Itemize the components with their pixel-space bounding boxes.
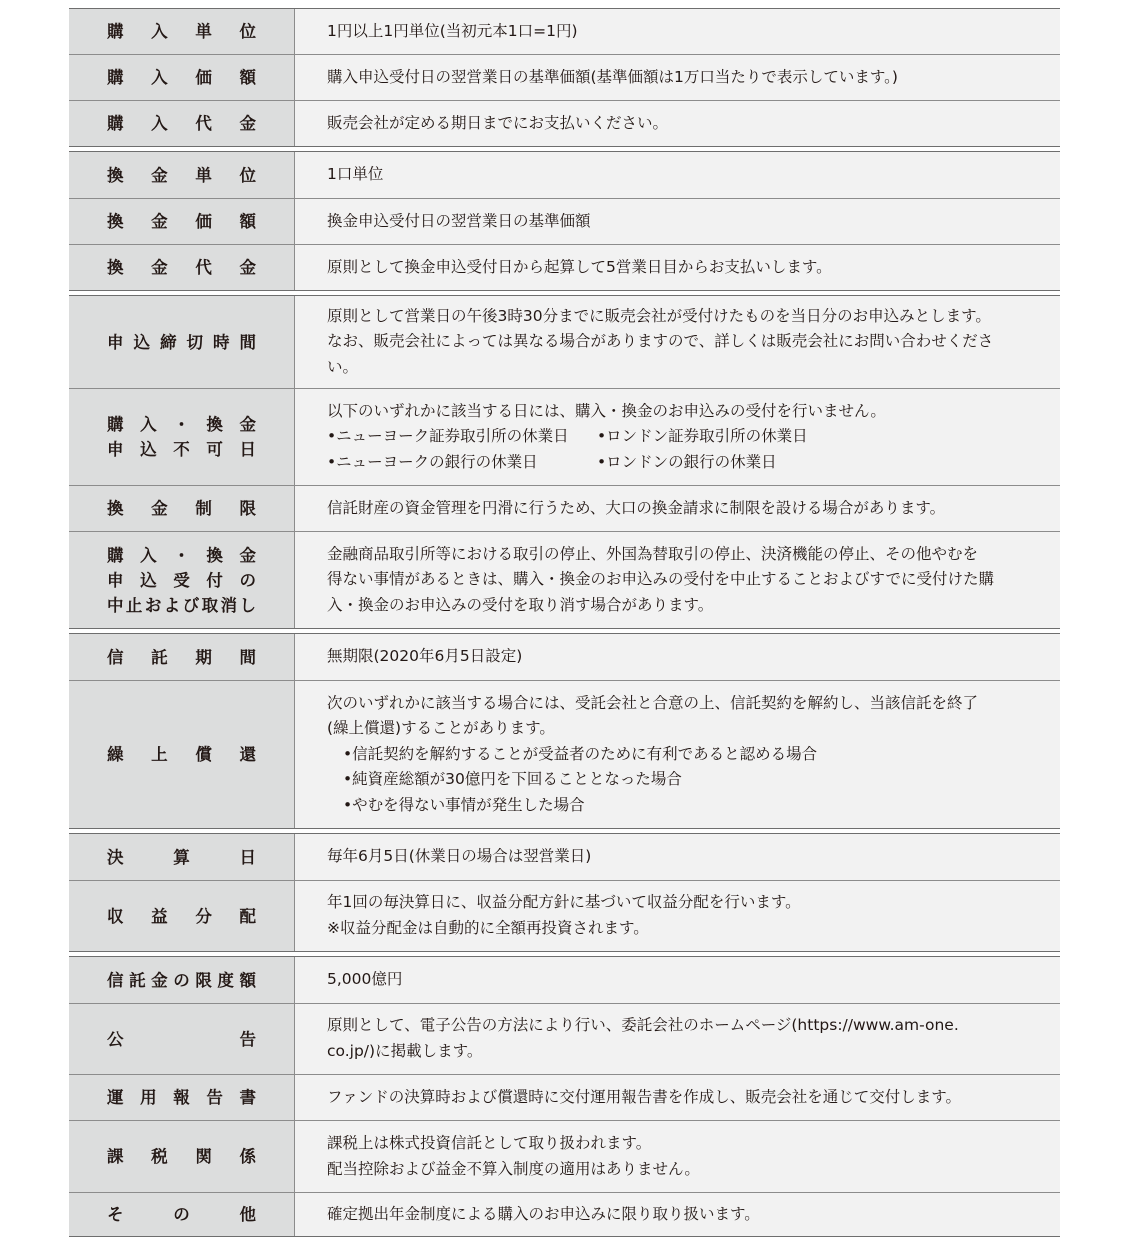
condition-item: •純資産総額が30億円を下回ることとなった場合 bbox=[343, 770, 682, 789]
label-char: の bbox=[173, 970, 190, 990]
label-char: 購 bbox=[107, 68, 124, 87]
row-label-line bbox=[107, 543, 256, 568]
row-label-line bbox=[107, 255, 256, 280]
row-label bbox=[69, 634, 295, 680]
row-label bbox=[69, 389, 295, 485]
row-value bbox=[295, 245, 1060, 290]
label-char: 価 bbox=[195, 212, 212, 231]
row-label bbox=[69, 296, 295, 388]
row-value-line: ファンドの決算時および償還時に交付運用報告書を作成し、販売会社を通じて交付します。 bbox=[327, 1087, 961, 1106]
row-value-line: 毎年6月5日(休業日の場合は翌営業日) bbox=[327, 847, 592, 866]
table-row bbox=[69, 198, 1060, 244]
row-label bbox=[69, 1121, 295, 1192]
label-char: 税 bbox=[151, 1147, 168, 1166]
row-label-line bbox=[107, 19, 256, 44]
table-section bbox=[69, 151, 1060, 291]
row-value bbox=[295, 1121, 1060, 1192]
label-char: 換 bbox=[107, 499, 124, 518]
label-char: ・ bbox=[173, 545, 190, 565]
row-value-line: ※収益分配金は自動的に全額再投資されます。 bbox=[327, 919, 649, 937]
row-value bbox=[295, 532, 1060, 628]
row-value-line: 入・換金のお申込みの受付を取り消す場合があります。 bbox=[327, 595, 714, 614]
row-value-line: 5,000億円 bbox=[327, 970, 403, 989]
table-row bbox=[69, 152, 1060, 198]
row-value bbox=[295, 1075, 1060, 1120]
row-value bbox=[295, 1193, 1060, 1236]
label-char: 運 bbox=[107, 1088, 124, 1107]
label-char: 報 bbox=[173, 1088, 190, 1107]
row-value-line: 1口単位 bbox=[327, 165, 384, 184]
label-char: 購 bbox=[107, 22, 124, 41]
row-label-line bbox=[107, 968, 256, 993]
label-char: 公 bbox=[107, 1029, 124, 1049]
table-section bbox=[69, 956, 1060, 1237]
label-char: 益 bbox=[151, 906, 168, 926]
label-char: 込 bbox=[140, 570, 157, 590]
row-label bbox=[69, 1004, 295, 1074]
row-value-line: い。 bbox=[327, 357, 359, 376]
table-section bbox=[69, 633, 1060, 829]
label-char: 込 bbox=[140, 440, 157, 459]
label-char: 換 bbox=[107, 212, 124, 231]
row-label bbox=[69, 1193, 295, 1236]
row-label-line bbox=[107, 1144, 256, 1169]
label-char: 償 bbox=[195, 745, 212, 764]
label-char: 換 bbox=[107, 258, 124, 277]
label-char: 上 bbox=[151, 745, 168, 764]
label-char: 入 bbox=[151, 68, 168, 87]
label-char: 託 bbox=[129, 970, 146, 990]
label-char: 入 bbox=[140, 545, 157, 565]
label-char: 日 bbox=[239, 847, 256, 867]
label-char: 申 bbox=[107, 332, 124, 352]
label-char: 額 bbox=[239, 68, 256, 87]
row-label-line bbox=[107, 593, 256, 618]
label-char: 換 bbox=[206, 415, 223, 434]
row-value bbox=[295, 55, 1060, 100]
row-value-line: 金融商品取引所等における取引の停止、外国為替取引の停止、決済機能の停止、その他やむを bbox=[327, 544, 979, 563]
holiday-item: •ロンドン証券取引所の休業日 bbox=[597, 427, 808, 446]
row-label bbox=[69, 881, 295, 951]
row-value bbox=[295, 1004, 1060, 1074]
row-value-line: (繰上償還)することがあります。 bbox=[327, 719, 555, 738]
label-char: 収 bbox=[107, 906, 124, 926]
row-value-line: 無期限(2020年6月5日設定) bbox=[327, 647, 523, 666]
label-char: 金 bbox=[151, 165, 168, 185]
label-char: 申 bbox=[107, 570, 124, 590]
row-label bbox=[69, 9, 295, 54]
label-char: 還 bbox=[239, 745, 256, 764]
bullet-row bbox=[327, 450, 1040, 476]
label-char: 他 bbox=[239, 1205, 256, 1224]
label-char: 告 bbox=[239, 1029, 256, 1049]
label-char: 代 bbox=[195, 258, 212, 277]
row-label-line bbox=[107, 845, 256, 870]
row-value-line: 購入申込受付日の翌営業日の基準価額(基準価額は1万口当たりで表示しています。) bbox=[327, 67, 898, 86]
label-char: ・ bbox=[173, 415, 190, 434]
table-section bbox=[69, 8, 1060, 147]
condition-item: •やむを得ない事情が発生した場合 bbox=[343, 795, 585, 814]
row-value bbox=[295, 199, 1060, 244]
label-char: 切 bbox=[186, 332, 203, 352]
row-value-line: 次のいずれかに該当する場合には、受託会社と合意の上、信託契約を解約し、当該信託を終了 bbox=[327, 693, 979, 712]
label-char: 入 bbox=[151, 114, 168, 133]
row-label-line bbox=[107, 742, 256, 767]
table-row bbox=[69, 834, 1060, 880]
row-value bbox=[295, 681, 1060, 828]
row-value bbox=[295, 101, 1060, 146]
row-value-line: なお、販売会社によっては異なる場合がありますので、詳しくは販売会社にお問い合わせくださ bbox=[327, 332, 994, 351]
label-char: 時 bbox=[213, 332, 230, 352]
row-label bbox=[69, 957, 295, 1003]
label-char: 告 bbox=[206, 1088, 223, 1107]
label-char: 金 bbox=[239, 258, 256, 277]
table-row bbox=[69, 957, 1060, 1003]
label-char: 信 bbox=[107, 647, 124, 667]
row-value bbox=[295, 834, 1060, 880]
label-char: 配 bbox=[239, 906, 256, 926]
label-char: 位 bbox=[239, 165, 256, 185]
row-value-line: 課税上は株式投資信託として取り扱われます。 bbox=[327, 1133, 652, 1152]
row-label-line bbox=[107, 209, 256, 234]
table-row bbox=[69, 1074, 1060, 1120]
row-label-line bbox=[107, 645, 256, 670]
row-value-line: 配当控除および益金不算入制度の適用はありません。 bbox=[327, 1159, 700, 1178]
label-char: 信 bbox=[107, 970, 124, 990]
label-char: 日 bbox=[239, 440, 256, 459]
row-value bbox=[295, 957, 1060, 1003]
label-char: 購 bbox=[107, 114, 124, 133]
table-row bbox=[69, 1120, 1060, 1192]
label-char: 期 bbox=[195, 647, 212, 667]
label-char: 制 bbox=[195, 499, 212, 518]
label-char: 算 bbox=[173, 847, 190, 867]
holiday-item: •ロンドンの銀行の休業日 bbox=[597, 452, 777, 471]
label-char: 消 bbox=[220, 595, 238, 615]
row-label bbox=[69, 486, 295, 531]
table-section bbox=[69, 833, 1060, 952]
table-row bbox=[69, 485, 1060, 531]
bullet-row bbox=[327, 424, 1040, 450]
label-char: 入 bbox=[151, 22, 168, 41]
label-char: 金 bbox=[151, 258, 168, 277]
label-char: 間 bbox=[239, 647, 256, 667]
label-char: 購 bbox=[107, 545, 124, 565]
label-char: 入 bbox=[140, 415, 157, 434]
label-char: 分 bbox=[195, 906, 212, 926]
row-label-line bbox=[107, 496, 256, 521]
label-char: 度 bbox=[217, 970, 234, 990]
label-char: 付 bbox=[206, 570, 223, 590]
row-value-line: 換金申込受付日の翌営業日の基準価額 bbox=[327, 211, 591, 230]
label-char: 位 bbox=[239, 22, 256, 41]
row-label bbox=[69, 245, 295, 290]
label-char: の bbox=[173, 1205, 190, 1224]
label-char: 込 bbox=[133, 332, 150, 352]
label-char: 締 bbox=[160, 332, 177, 352]
label-char: 額 bbox=[239, 212, 256, 231]
row-label-line bbox=[107, 111, 256, 136]
row-label bbox=[69, 101, 295, 146]
label-char: 金 bbox=[151, 499, 168, 518]
row-value-line: 以下のいずれかに該当する日には、購入・換金のお申込みの受付を行いません。 bbox=[327, 401, 886, 420]
row-label-line bbox=[107, 1027, 256, 1052]
row-label-line bbox=[107, 904, 256, 929]
label-char: 代 bbox=[195, 114, 212, 133]
holiday-item: •ニューヨーク証券取引所の休業日 bbox=[327, 427, 569, 446]
row-label bbox=[69, 681, 295, 828]
row-value-line: 1円以上1円単位(当初元本1口=1円) bbox=[327, 21, 578, 40]
table-row bbox=[69, 54, 1060, 100]
label-char: 可 bbox=[206, 440, 223, 459]
label-char: 課 bbox=[107, 1147, 124, 1166]
label-char: 換 bbox=[206, 545, 223, 565]
label-char: 金 bbox=[239, 415, 256, 434]
label-char: 中 bbox=[107, 595, 124, 615]
row-label bbox=[69, 199, 295, 244]
row-label-line bbox=[107, 1202, 256, 1227]
row-value-line: 信託財産の資金管理を円滑に行うため、大口の換金請求に制限を設ける場合があります。 bbox=[327, 498, 946, 517]
row-value bbox=[295, 881, 1060, 951]
label-char: 取 bbox=[201, 595, 219, 615]
label-char: 係 bbox=[239, 1147, 256, 1166]
label-char: 止 bbox=[125, 595, 143, 615]
row-value-line: 販売会社が定める期日までにお支払いください。 bbox=[327, 113, 669, 132]
row-value-line: 原則として、電子公告の方法により行い、委託会社のホームページ(https://www.am-one. bbox=[327, 1016, 959, 1035]
label-char: 用 bbox=[140, 1088, 157, 1107]
row-value bbox=[295, 486, 1060, 531]
label-char: 金 bbox=[151, 212, 168, 231]
label-char: 書 bbox=[239, 1088, 256, 1107]
row-label-line bbox=[107, 65, 256, 90]
label-char: 間 bbox=[239, 332, 256, 352]
label-char: 金 bbox=[239, 114, 256, 133]
fund-terms-table bbox=[69, 8, 1060, 1237]
label-char: び bbox=[182, 595, 200, 615]
label-char: よ bbox=[163, 595, 181, 615]
label-char: 決 bbox=[107, 847, 124, 867]
label-char: 金 bbox=[239, 545, 256, 565]
label-char: 換 bbox=[107, 165, 124, 185]
label-char: 繰 bbox=[107, 745, 124, 764]
row-value-line: 原則として営業日の午後3時30分までに販売会社が受付けたものを当日分のお申込みとします。 bbox=[327, 306, 991, 325]
label-char: の bbox=[239, 570, 256, 590]
label-char: 金 bbox=[151, 970, 168, 990]
row-value-line: 年1回の毎決算日に、収益分配方針に基づいて収益分配を行います。 bbox=[327, 893, 801, 912]
row-label bbox=[69, 834, 295, 880]
row-label-line bbox=[107, 437, 256, 462]
label-char: 申 bbox=[107, 440, 124, 459]
table-section bbox=[69, 295, 1060, 629]
label-char: 限 bbox=[239, 499, 256, 518]
label-char: 購 bbox=[107, 415, 124, 434]
label-char: 額 bbox=[239, 970, 256, 990]
holiday-item: •ニューヨークの銀行の休業日 bbox=[327, 452, 538, 471]
row-label bbox=[69, 532, 295, 628]
row-value bbox=[295, 152, 1060, 198]
row-label bbox=[69, 152, 295, 198]
label-char: 関 bbox=[195, 1147, 212, 1166]
row-value bbox=[295, 9, 1060, 54]
label-char: 単 bbox=[195, 22, 212, 41]
label-char: 託 bbox=[151, 647, 168, 667]
label-char: 単 bbox=[195, 165, 212, 185]
row-label-line bbox=[107, 163, 256, 188]
table-row bbox=[69, 296, 1060, 388]
row-label-line bbox=[107, 568, 256, 593]
row-value-line: 確定拠出年金制度による購入のお申込みに限り取り扱います。 bbox=[327, 1204, 760, 1223]
row-label-line bbox=[107, 1085, 256, 1110]
row-value-line: co.jp/)に掲載します。 bbox=[327, 1042, 483, 1060]
row-value bbox=[295, 296, 1060, 388]
table-row bbox=[69, 880, 1060, 951]
row-value-line: 原則として換金申込受付日から起算して5営業日目からお支払いします。 bbox=[327, 257, 832, 276]
condition-item: •信託契約を解約することが受益者のために有利であると認める場合 bbox=[343, 744, 818, 763]
row-label bbox=[69, 1075, 295, 1120]
label-char: お bbox=[144, 595, 162, 615]
table-row bbox=[69, 100, 1060, 146]
label-char: 限 bbox=[195, 970, 212, 990]
label-char: 受 bbox=[173, 570, 190, 590]
label-char: し bbox=[239, 595, 256, 615]
table-row bbox=[69, 1192, 1060, 1236]
row-label bbox=[69, 55, 295, 100]
row-value bbox=[295, 389, 1060, 485]
table-row bbox=[69, 388, 1060, 485]
table-row bbox=[69, 680, 1060, 828]
label-char: 価 bbox=[195, 68, 212, 87]
row-value-line: 得ない事情があるときは、購入・換金のお申込みの受付を中止することおよびすでに受付けた購 bbox=[327, 570, 994, 589]
table-row bbox=[69, 634, 1060, 680]
row-label-line bbox=[107, 412, 256, 437]
table-row bbox=[69, 9, 1060, 54]
table-row bbox=[69, 244, 1060, 290]
table-row bbox=[69, 531, 1060, 628]
label-char: 不 bbox=[173, 440, 190, 459]
label-char: そ bbox=[107, 1205, 124, 1224]
table-row bbox=[69, 1003, 1060, 1074]
row-label-line bbox=[107, 330, 256, 355]
row-value bbox=[295, 634, 1060, 680]
